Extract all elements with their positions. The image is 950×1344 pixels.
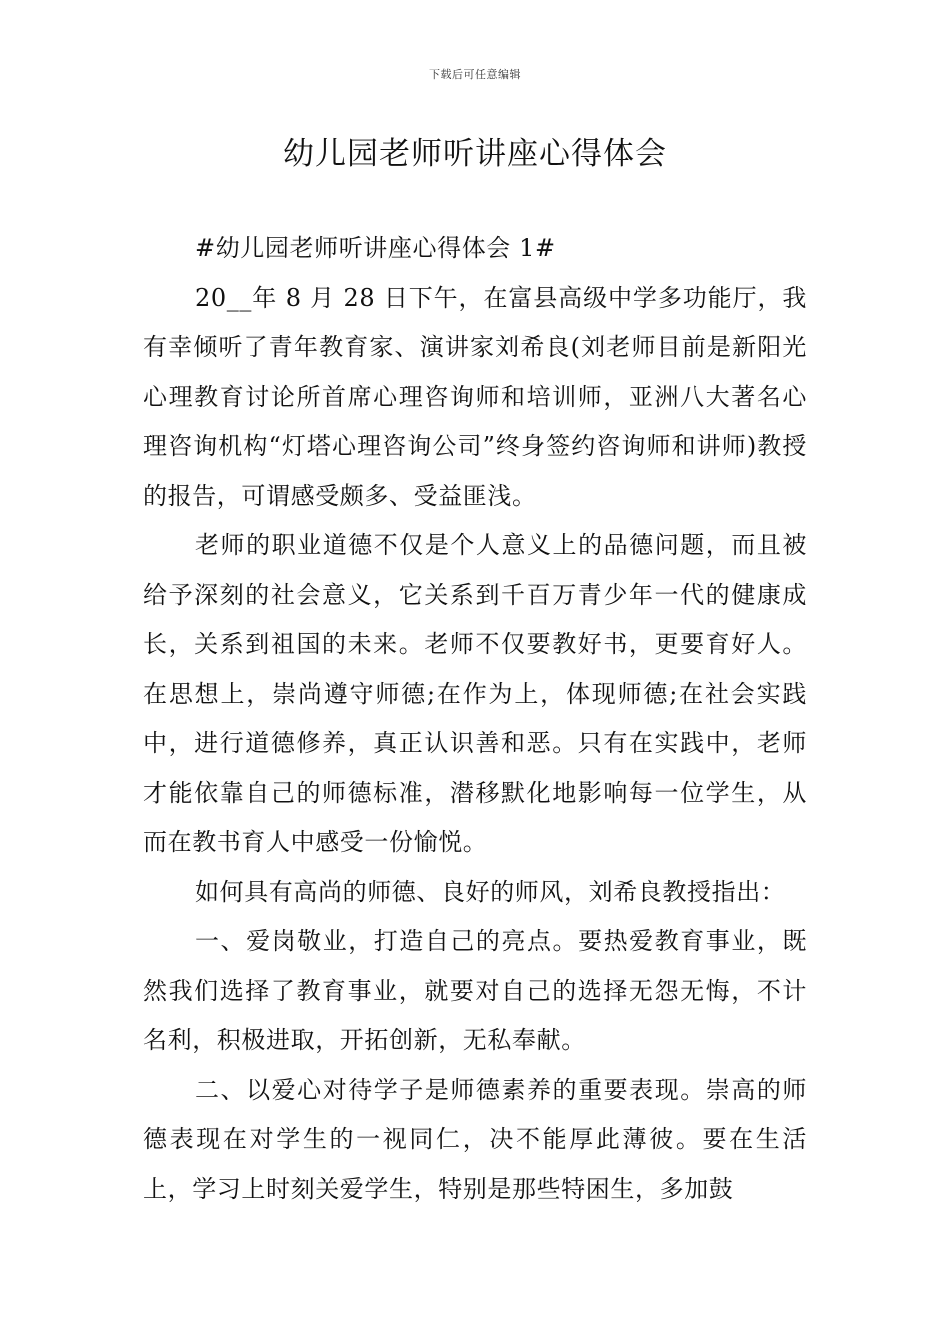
header-note: 下载后可任意编辑 [429, 68, 521, 81]
paragraph: 20__年 8 月 28 日下午，在富县高级中学多功能厅，我有幸倾听了青年教育家、演讲家刘希良(刘老师目前是新阳光心理教育讨论所首席心理咨询师和培训师，亚洲八大著名心理咨询机构“灯塔心理咨询公司”终身签约咨询师和讲师)教授的报告，可谓感受颇多、受益匪浅。 [143, 283, 807, 510]
section-heading: #幼儿园老师听讲座心得体会 1# [195, 234, 556, 262]
paragraph: 一、爱岗敬业，打造自己的亮点。要热爱教育事业，既然我们选择了教育事业，就要对自己的选择无怨无悔，不计名利，积极进取，开拓创新，无私奉献。 [143, 927, 807, 1054]
document-body [143, 224, 807, 1214]
paragraph: 如何具有高尚的师德、良好的师风，刘希良教授指出： [195, 877, 786, 906]
document-title: 幼儿园老师听讲座心得体会 [283, 136, 667, 172]
paragraph: 二、以爱心对待学子是师德素养的重要表现。崇高的师德表现在对学生的一视同仁，决不能厚此薄彼。要在生活上，学习上时刻关爱学生，特别是那些特困生，多加鼓 [143, 1075, 807, 1203]
paragraph: 老师的职业道德不仅是个人意义上的品德问题，而且被给予深刻的社会意义，它关系到千百万青少年一代的健康成长，关系到祖国的未来。老师不仅要教好书，更要育好人。在思想上，崇尚遵守师德;在作为上，体现师德;在社会实践中，进行道德修养，真正认识善和恶。只有在实践中，老师才能依靠自己的师德标准，潜移默化地影响每一位学生，从而在教书育人中感受一份愉悦。 [143, 531, 807, 856]
